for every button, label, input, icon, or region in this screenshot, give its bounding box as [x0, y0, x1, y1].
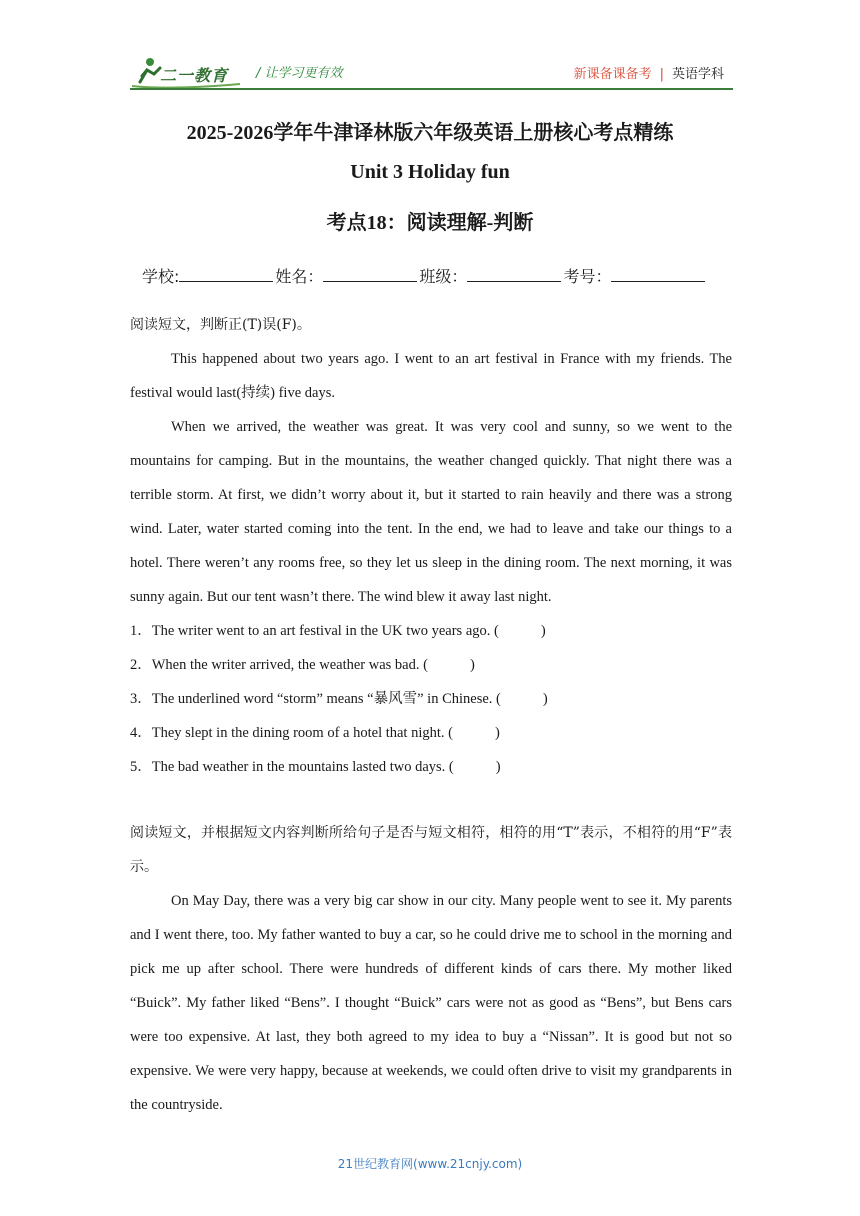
doc-title: 2025-2026学年牛津译林版六年级英语上册核心考点精练 [186, 122, 674, 144]
topic-title: 考点18：阅读理解-判断 [326, 212, 534, 234]
question-item: 4．They slept in the dining room of a hotel that night. ( ) [130, 725, 500, 741]
header-separator: | [659, 67, 664, 82]
school-label: 学校: [142, 267, 180, 286]
unit-title: Unit 3 Holiday fun [350, 161, 510, 183]
header-course-label: 新课备课备考 [573, 67, 652, 82]
logo-text: 二一教育 [160, 66, 229, 85]
number-label: 考号： [563, 267, 612, 286]
question-item: 3．The underlined word “storm” means “暴风雪” in Chinese. ( ) [130, 691, 548, 707]
header-right [574, 63, 724, 82]
question-item: 5．The bad weather in the mountains lasted two days. ( ) [130, 759, 501, 775]
passage-paragraph: When we arrived, the weather was great. It was very cool and sunny, so we went to the mountains for camping. But in the mountains, the weather changed quickly. That night there was a terrible storm. At first, we didn’t worry about it, but it started to rain heavily and there was a strong wind. Later, water started coming into the tent. In the end, we had to leave and take our things to a hotel. There weren’t any rooms free, so they let us sleep in the dining room. The next morning, it was sunny again. But our tent wasn’t there. The wind blew it away last night. [130, 419, 732, 605]
name-blank[interactable] [323, 267, 417, 282]
footer-source: 21世纪教育网(www.21cnjy.com) [337, 1157, 523, 1171]
question-item: 1．The writer went to an art festival in the UK two years ago. ( ) [130, 623, 546, 639]
section-1 [130, 308, 732, 784]
section-2 [130, 816, 732, 1122]
class-blank[interactable] [467, 267, 561, 282]
slogan: / 让学习更有效 [256, 66, 343, 81]
header-divider [130, 88, 733, 90]
question-item: 2．When the writer arrived, the weather was bad. ( ) [130, 657, 475, 673]
section-2-instruction: 阅读短文，并根据短文内容判断所给句子是否与短文相符，相符的用“T”表示，不相符的用“F”表示。 [130, 825, 732, 875]
number-blank[interactable] [611, 267, 705, 282]
section-1-instruction: 阅读短文，判断正(T)误(F)。 [130, 317, 311, 333]
page-header [130, 56, 730, 92]
school-blank[interactable] [179, 267, 273, 282]
class-label: 班级： [419, 267, 468, 286]
passage-paragraph: This happened about two years ago. I went to an art festival in France with my friends. The festival would last(持续) five days. [130, 351, 732, 401]
name-label: 姓名： [275, 267, 324, 286]
header-subject: 英语学科 [671, 67, 724, 82]
passage-paragraph: On May Day, there was a very big car show in our city. Many people went to see it. My parents and I went there, too. My father wanted to buy a car, so he could drive me to school in the morning and pick me up after school. There were hundreds of different kinds of cars there. My mother liked “Buick”. My father liked “Bens”. I thought “Buick” cars were not as good as “Bens”, but Bens cars were too expensive. At last, they both agreed to my idea to buy a “Nissan”. It is good but not so expensive. We were very happy, because at weekends, we could often drive to visit my grandparents in the countryside. [130, 893, 732, 1113]
student-info-line [142, 264, 707, 287]
